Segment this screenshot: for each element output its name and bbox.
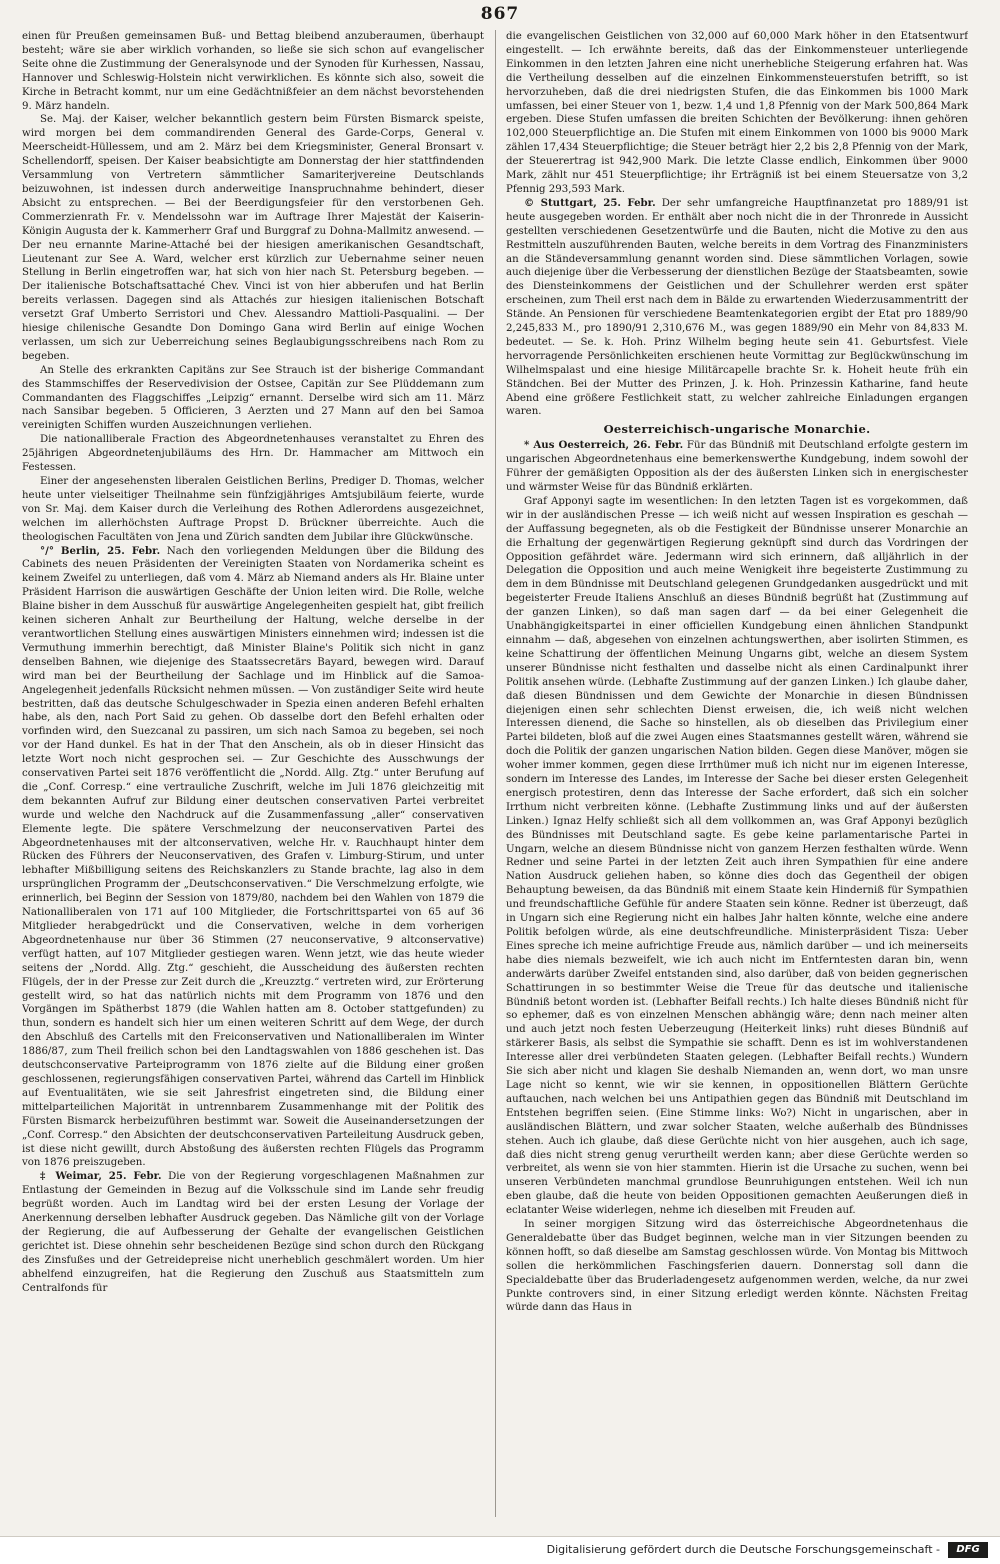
article-paragraph [22,30,484,113]
article-paragraph [22,433,484,475]
paragraph-text: Der sehr umfangreiche Hauptfinanzetat pro 1889/91 ist heute ausgegeben worden. Er enthält aber noch nicht die in der Thronrede in Aussicht gestellten verschiedenen Gesetzentwürfe und die Bauten, nicht die Motive zu den aus Restmitteln auszuführenden Bauten, welche bereits in dem Vortrag des Finanzministers an die Ständeversammlung genannt worden sind. Diese sämmtlichen Vorlagen, sowie auch diejenige über die Verbesserung der dienstlichen Bezüge der Staatsbeamten, sowie des Diensteinkommens der Geistlichen und der Schullehrer werden erst später erscheinen, zum Theil erst nach dem in Bälde zu erwartenden Wiederzusammentritt der Stände. An Pensionen für verschiedene Beamtenkategorien ergibt der Etat pro 1889/90 2,245,833 M., pro 1890/91 2,310,676 M., was gegen 1889/90 ein Mehr von 84,833 M. bedeutet. — Se. k. Hoh. Prinz Wilhelm beging heute sein 41. Geburtsfest. Viele hervorragende Persönlichkeiten erschienen heute Vormittag zur Beglückwünschung im Wilhelmspalast und eine hiesige Militärcapelle brachte Sr. k. Hoheit heute früh ein Ständchen. Bei der Mutter des Prinzen, J. k. Hoh. Prinzessin Katharine, fand heute Abend eine größere Festlichkeit statt, zu welcher zahlreiche Einladungen ergangen waren. [506,197,968,418]
column-divider [495,30,496,1517]
dfg-logo: DFG [948,1542,988,1558]
paragraph-text: Nach den vorliegenden Meldungen über die Bildung des Cabinets des neuen Präsidenten der Vereinigten Staaten von Nordamerika scheint es keinem Zweifel zu unterliegen, daß vom 4. März ab Niemand anders als Hr. Blaine unter Präsident Harrison die auswärtigen Geschäfte der Union leiten wird. Die Rolle, welche Blaine bisher in dem Ausschuß für auswärtige Angelegenheiten gespielt hat, gibt freilich keinen sicheren Anhalt zur Beurtheilung der Haltung, welche derselbe in der verantwortlichen Stellung eines auswärtigen Ministers einnehmen wird; indessen ist die Vermuthung immerhin berechtigt, daß Minister Blaine's Politik sich nicht in ganz denselben Bahnen, wie diejenige des Staatssecretärs Bayard, bewegen wird. Darauf wird man bei der Beurtheilung der Sachlage und im Hinblick auf die Samoa-Angelegenheit jedenfalls Rücksicht nehmen müssen. — Von zuständiger Seite wird heute bestritten, daß das deutsche Schulgeschwader in Spezia einen anderen Befehl erhalten habe, als den, nach Port Said zu gehen. Ob dasselbe dort den Befehl erhalten oder vorfinden wird, den Suezcanal zu passiren, um sich nach Samoa zu begeben, sei noch vor der Hand dunkel. Es hat in der That den Anschein, als ob in dieser Hinsicht das letzte Wort noch nicht gesprochen sei. — Zur Geschichte des Ausschwungs der conservativen Partei seit 1876 veröffentlicht die „Nordd. Allg. Ztg.“ unter Berufung auf die „Conf. Corresp.“ eine vertrauliche Zuschrift, welche im Juli 1876 gleichzeitig mit dem bekannten Aufruf zur Bildung einer deutschen conservativen Partei verbreitet wurde und welche den Nachdruck auf die Zusammenfassung „aller“ conservativen Elemente legte. Die spätere Verschmelzung der neuconservativen Partei des Abgeordnetenhauses mit der altconservativen, welche Hr. v. Rauchhaupt hinter dem Rücken des Führers der Neuconservativen, des Grafen v. Limburg-Stirum, und unter lebhafter Mißbilligung seitens des Reichskanzlers zu Stande brachte, lag also in dem ursprünglichen Programm der „Deutschconservativen.“ Die Verschmelzung erfolgte, wie erinnerlich, bei Beginn der Session von 1879/80, nachdem bei den Wahlen von 1879 die Nationalliberalen von 171 auf 100 Mitglieder, die Fortschrittspartei von 65 auf 36 Mitglieder herabgedrückt und die Conservativen, welche in dem vorherigen Abgeordnetenhause nur über 36 Stimmen (27 neuconservative, 9 altconservative) verfügt hatten, auf 107 Mitglieder gestiegen waren. Wenn jetzt, wie das heute wieder seitens der „Nordd. Allg. Ztg.“ geschieht, die Ausscheidung des äußersten rechten Flügels, der in der Presse zur Zeit durch die „Kreuzztg.“ vertreten wird, zur Erörterung gestellt wird, so hat das natürlich nichts mit dem Programm von 1876 und den Vorgängen im Spätherbst 1879 (die Wahlen hatten am 8. October stattgefunden) zu thun, sondern es handelt sich hier um einen weiteren Schritt auf dem Wege, der durch den Abschluß des Cartells mit den Freiconservativen und Nationalliberalen im Winter 1886/87, zum Theil freilich schon bei den Landtagswahlen von 1886 geschehen ist. Das deutschconservative Parteiprogramm von 1876 zielte auf die Bildung einer großen geschlossenen, regierungsfähigen conservativen Partei, während das Cartell im Hinblick auf Eventualitäten, wie sie seit Jahresfrist eingetreten sind, die Bildung einer mittelparteilichen Majorität in untrennbarem Zusammenhange mit der Politik des Fürsten Bismarck herbeizuführen bestimmt war. Soweit die Auseinandersetzungen der „Conf. Corresp.“ den Absichten der deutschconservativen Parteileitung Ausdruck geben, ist diese nicht gewillt, durch Abstoßung des äußersten rechten Flügels das Programm von 1876 preiszugeben. [22,545,484,1169]
digitization-footer [0,1536,1000,1564]
footer-credit: Digitalisierung gefördert durch die Deutsche Forschungsgemeinschaft - [546,1543,940,1556]
article-paragraph [22,364,484,434]
article-paragraph [506,495,968,1218]
paragraph-text: Die nationalliberale Fraction des Abgeordnetenhauses veranstaltet zu Ehren des 25jährigen Abgeordnetenjubiläums des Hrn. Dr. Hammacher am Mittwoch ein Festessen. [22,434,484,474]
dateline: ‡ Weimar, 25. Febr. [40,1170,162,1183]
article-paragraph [506,197,968,420]
article-paragraph [506,1218,968,1315]
paragraph-text: die evangelischen Geistlichen von 32,000 auf 60,000 Mark höher in den Etatsentwurf eingestellt. — Ich erwähnte bereits, daß das der Einkommensteuer unterliegende Einkommen in den letzten Jahren eine nicht unerhebliche Steigerung erfahren hat. Was die Vertheilung desselben auf die einzelnen Einkommensteuerstufen betrifft, so ist hervorzuheben, daß die drei niedrigsten Stufen, die das Einkommen bis 1000 Mark umfassen, bei einer Steuer von 1, bezw. 1,4 und 1,8 Pfennig von der Mark 500,864 Mark ergeben. Diese Stufen umfassen die breiten Schichten der Bevölkerung: ihnen gehören 102,000 Steuerpflichtige an. Die Stufen mit einem Einkommen von 1000 bis 9000 Mark zählen 17,434 Steuerpflichtige; die Steuer beträgt hier 2,2 bis 2,8 Pfennig von der Mark, der Steuerertrag ist 942,900 Mark. Die letzte Classe endlich, Einkommen über 9000 Mark, zählt nur 451 Steuerpflichtige; ihr Erträgniß ist bei einem Steuersatze von 3,2 Pfennig 293,593 Mark. [506,31,968,195]
article-paragraph [22,475,484,545]
paragraph-text: In seiner morgigen Sitzung wird das österreichische Abgeordnetenhaus die Generaldebatte über das Budget beginnen, welche man in vier Sitzungen beenden zu können hofft, so daß dieselbe am Samstag geschlossen würde. Von Montag bis Mittwoch sollen die herkömmlichen Faschingsferien dauern. Donnerstag soll dann die Specialdebatte über das Bruderladengesetz aufgenommen werden, welche, da nur zwei Punkte controvers sind, in einer Sitzung erledigt werden könnte. Nächsten Freitag würde dann das Haus in [506,1219,968,1314]
article-paragraph [22,113,484,363]
article-paragraph [22,545,484,1171]
section-heading: Oesterreichisch-ungarische Monarchie. [603,422,871,437]
dateline: © Stuttgart, 25. Febr. [524,196,656,209]
article-paragraph [22,1170,484,1295]
dateline: °/° Berlin, 25. Febr. [40,544,161,557]
paragraph-text: Einer der angesehensten liberalen Geistlichen Berlins, Prediger D. Thomas, welcher heute unter vielseitiger Theilnahme sein fünfzigjähriges Amtsjubiläum feierte, wurde von Sr. Maj. dem Kaiser durch die Verleihung des Rothen Adlerordens ausgezeichnet, welchen im allerhöchsten Auftrage Propst D. Brückner überreichte. Auch die theologischen Facultäten von Jena und Zürich sandten dem Jubilar ihre Glückwünsche. [22,476,484,543]
left-column [22,30,484,1517]
page-number: 867 [480,4,520,24]
paragraph-text: An Stelle des erkrankten Capitäns zur See Strauch ist der bisherige Commandant des Stammschiffes der Reservedivision der Ostsee, Capitän zur See Plüddemann zum Commandanten des Flaggschiffes „Leipzig“ ernannt. Derselbe wird sich am 11. März nach Sansibar begeben. 5 Officieren, 3 Aerzten und 27 Mann auf den bei Samoa vereinigten Schiffen wurden Auszeichnungen verliehen. [22,364,484,432]
paragraph-text: Die von der Regierung vorgeschlagenen Maßnahmen zur Entlastung der Gemeinden in Bezug auf die Volksschule sind im Lande sehr freudig begrüßt worden. Auch im Landtag wird bei der ersten Lesung der Vorlage der Anerkennung derselben lebhafter Ausdruck gegeben. Das Nämliche gilt von der Vorlage der Regierung, die auf Aufbesserung der Gehalte der evangelischen Geistlichen gerichtet ist. Diese ohnehin sehr bescheidenen Bezüge sind schon durch den Rückgang des Zinsfußes und der Getreidepreise nicht unerheblich geschmälert worden. Um hier abhelfend einzugreifen, hat die Regierung den Zuschuß aus Staatsmitteln zum Centralfonds für [22,1171,484,1294]
right-column [506,30,968,1517]
paragraph-text: einen für Preußen gemeinsamen Buß- und Bettag bleibend anzuberaumen, überhaupt besteht; wäre sie aber wirklich vorhanden, so ließe sie sich schon auf evangelischer Seite ohne die Zustimmung der Generalsynode und der Synoden für Kurhessen, Nassau, Hannover und Schleswig-Holstein nicht verwirklichen. Es könnte sich also, soweit die Kirche in Betracht kommt, nur um eine Gedächtnißfeier an dem nächst bevorstehenden 9. März handeln. [22,31,484,112]
dateline: * Aus Oesterreich, 26. Febr. [524,439,684,452]
paragraph-text: Se. Maj. der Kaiser, welcher bekanntlich gestern beim Fürsten Bismarck speiste, wird morgen bei dem commandirenden General des Garde-Corps, General v. Meerscheidt-Hüllessem, und am 2. März bei dem Kriegsminister, General Bronsart v. Schellendorff, speisen. Der Kaiser beabsichtigte am Donnerstag der hier stattfindenden Versammlung von Vertretern sämmtlicher Samariterjvereine Deutschlands beizuwohnen, ist indessen durch anderweitige Inanspruchnahme behindert, dieser Absicht zu entsprechen. — Bei der Beerdigungsfeier für den verstorbenen Geh. Commerzienrath Fr. v. Mendelssohn war im Auftrage Ihrer Majestät der Kaiserin-Königin Augusta der k. Kammerherr Graf und Burggraf zu Dohna-Mallmitz anwesend. — Der neu ernannte Marine-Attaché bei der hiesigen amerikanischen Gesandtschaft, Lieutenant zur See A. Ward, welcher erst kürzlich zur Uebernahme seiner neuen Stellung in Berlin eingetroffen war, hat sich von hier nach St. Petersburg begeben. — Der italienische Botschaftsattaché Chev. Vinci ist von hier abberufen und hat Berlin bereits verlassen. Dagegen sind als Attachés zur hiesigen italienischen Botschaft versetzt Graf Umberto Serristori und Chev. Alessandro Mattioli-Pasqualini. — Der hiesige chilenische Gesandte Don Domingo Gana wird Berlin auf einige Wochen verlassen, um sich zur Ueberreichung seines Beglaubigungsschreibens nach Rom zu begeben. [22,114,484,362]
paragraph-text: Für das Bündniß mit Deutschland erfolgte gestern im ungarischen Abgeordnetenhaus eine bemerkenswerthe Kundgebung, indem sowohl der Führer der gemäßigten Opposition als der des äußersten Linken sich in energischester und wärmster Weise für das Bündniß erklärten. [506,440,968,493]
article-paragraph [506,439,968,495]
article-paragraph [506,30,968,197]
paragraph-text: Graf Apponyi sagte im wesentlichen: In den letzten Tagen ist es vorgekommen, daß wir in der ausländischen Presse — ich weiß nicht auf wessen Inspiration es geschah — der Auffassung begegneten, als ob die Festigkeit der Bündnisse unserer Monarchie an die Erhaltung der gegenwärtigen Regierung geknüpft sind durch das Vordringen der Opposition gefährdet wäre. Jedermann wird sich erinnern, daß alljährlich in der Delegation die Opposition und auch meine Wenigkeit ihre begeisterte Zustimmung zu dem in dem Bündnisse mit Deutschland gelegenen Grundgedanken ausgedrückt und mit begeisterter Freude Italiens Anschluß an dieses Bündniß begrüßt hat (Zustimmung auf der ganzen Linken), so daß man sagen darf — da bei einer Gelegenheit die Unabhängigkeitspartei in einer officiellen Kundgebung einen ähnlichen Standpunkt einnahm — daß, abgesehen von einzelnen achtungswerthen, aber isolirten Stimmen, es keine Schattirung der öffentlichen Meinung Ungarns gibt, welche an diesem System unserer Bündnisse nicht festhalten und dasselbe nicht als einen Cardinalpunkt ihrer Politik ansehen würde. (Lebhafte Zustimmung auf der ganzen Linken.) Ich glaube daher, daß diesen Bündnissen und dem Gewichte der Monarchie in diesen Bündnissen diejenigen einen sehr schlechten Dienst erweisen, die, ich weiß nicht welchen Interessen dienend, die Sache so hinstellen, als ob dieselben das Privilegium einer Partei bildeten, bloß auf die zwei Augen eines Staatsmannes gestellt wären, während sie doch die Politik der ganzen ungarischen Nation bilden. Gegen diese Manöver, mögen sie woher immer kommen, gegen diese Irrthümer muß ich nicht nur im eigenen Interesse, sondern im Interesse des Landes, im Interesse der Sache bei dieser ersten Gelegenheit energisch protestiren, denn das Interesse der Sache erfordert, daß sich ein solcher Irrthum nicht verbreiten könne. (Lebhafte Zustimmung links und auf der äußersten Linken.) Ignaz Helfy schließt sich all dem vollkommen an, was Graf Apponyi bezüglich des Bündnisses mit Deutschland sagte. Es gebe keine parlamentarische Partei in Ungarn, welche an diesem Bündnisse nicht von ganzem Herzen festhalten würde. Wenn Redner und seine Partei in der letzten Zeit auch ihren Sympathien für eine andere Nation Ausdruck geliehen haben, so könne dies doch das Gegentheil der obigen Behauptung beweisen, da das Bündniß mit einem Staate kein Hinderniß für Sympathien und freundschaftliche Gefühle für andere Staaten sein könne. Redner ist überzeugt, daß in Ungarn sich eine Regierung nicht ein halbes Jahr halten könnte, welche eine andere Politik befolgen würde, als eine deutschfreundliche. Ministerpräsident Tisza: Ueber Eines spreche ich meine aufrichtige Freude aus, nämlich darüber — und ich meinerseits habe dies niemals bezweifelt, wie ich auch nicht im Entferntesten daran bin, wenn anderwärts darüber Zweifel entstanden sind, also darüber, daß von beiden gegnerischen Schattirungen in so bestimmter Weise die Treue für das deutsche und italienische Bündniß betont worden ist. (Lebhafter Beifall rechts.) Ich halte dieses Bündniß nicht für so ephemer, daß es von einzelnen Menschen abhängig wäre; denn nach meiner alten und auch jetzt noch festen Ueberzeugung (Heiterkeit links) ruht dieses Bündniß auf stärkerer Basis, als selbst die Sympathie sie schafft. Denn es ist im wohlverstandenen Interesse aller drei verbündeten Staaten gelegen. (Lebhafter Beifall rechts.) Wundern Sie sich aber nicht und klagen Sie deshalb Niemanden an, wenn dort, wo man unsre Lage nicht so kennt, wie wir sie kennen, in oppositionellen Blättern Gerüchte auftauchen, nach welchen bei uns Antipathien gegen das Bündniß mit Deutschland im Entstehen begriffen seien. (Eine Stimme links: Wo?) Nicht in ungarischen, aber in ausländischen Blättern, und zwar solcher Staaten, welche außerhalb des Bündnisses stehen. Auch ich glaube, daß diese Gerüchte nicht von hier ausgehen, auch ich sage, daß dies nicht streng genug verurtheilt werden kann; aber diese Gerüchte werden so verbreitet, als wenn sie von hier stammten. Hierin ist die Ursache zu suchen, wenn bei unseren Verbündeten manchmal grundlose Beunruhigungen entstehen. Weil ich nun eben glaube, daß die heute von beiden Oppositionen gemachten Aeußerungen dieß in eclatanter Weise widerlegen, nehme ich dieselben mit Freuden auf. [506,495,968,1217]
